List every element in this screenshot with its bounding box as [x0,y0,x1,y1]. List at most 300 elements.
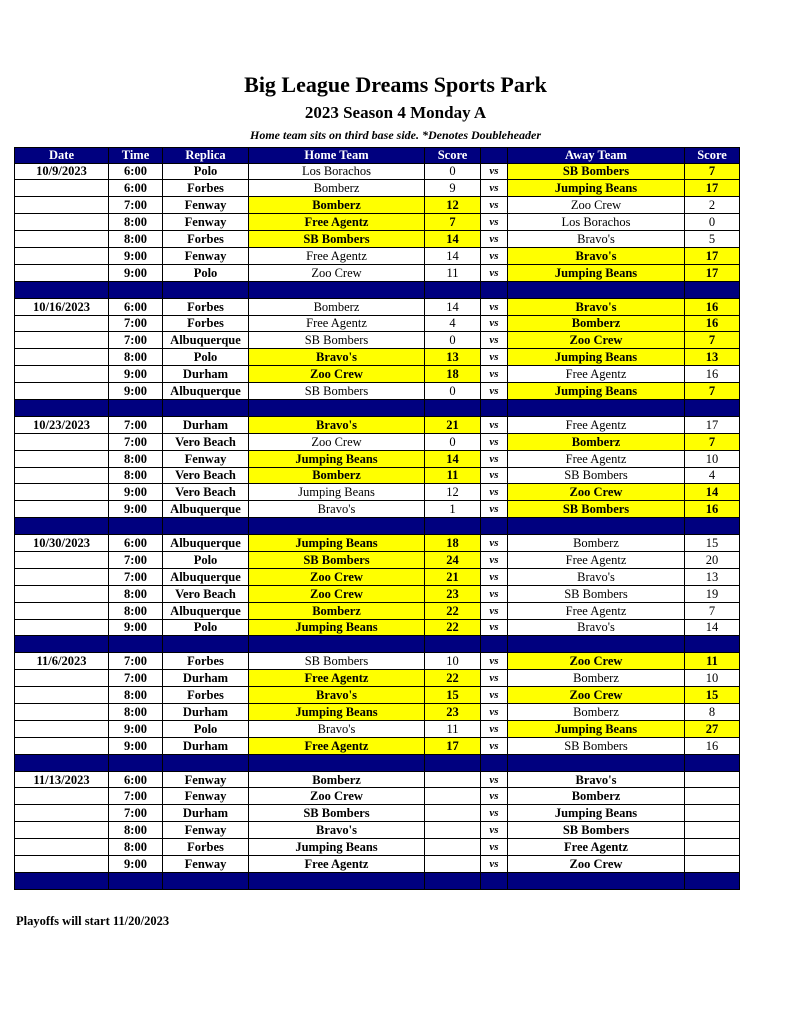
away-team: Free Agentz [508,602,685,619]
game-row [15,383,740,400]
game-replica: Polo [163,264,249,281]
game-date [15,805,109,822]
game-replica: Polo [163,349,249,366]
game-row [15,467,740,484]
away-score: 7 [685,602,740,619]
game-row [15,501,740,518]
week-separator-row [15,281,740,298]
game-date: 10/9/2023 [15,163,109,180]
vs-label: vs [481,501,508,518]
separator-cell [481,872,508,889]
game-row [15,332,740,349]
away-team: Bomberz [508,704,685,721]
game-date [15,315,109,332]
game-date [15,501,109,518]
game-time: 9:00 [109,737,163,754]
game-time: 8:00 [109,704,163,721]
week-separator-row [15,636,740,653]
page-title: Big League Dreams Sports Park [244,72,547,97]
game-row [15,619,740,636]
separator-cell [508,636,685,653]
week-separator-row [15,399,740,416]
away-score: 16 [685,366,740,383]
vs-label: vs [481,720,508,737]
home-score: 12 [425,197,481,214]
game-time: 7:00 [109,433,163,450]
separator-cell [481,754,508,771]
game-row [15,788,740,805]
away-team: Bravo's [508,298,685,315]
vs-label: vs [481,433,508,450]
header-time: Time [109,148,163,164]
game-date [15,366,109,383]
home-score: 14 [425,247,481,264]
separator-cell [508,399,685,416]
game-row [15,839,740,856]
separator-cell [163,754,249,771]
game-replica: Forbes [163,687,249,704]
separator-cell [425,518,481,535]
home-score: 15 [425,687,481,704]
game-time: 6:00 [109,180,163,197]
header-away-score: Score [685,148,740,164]
away-team: Free Agentz [508,551,685,568]
away-team: Bomberz [508,535,685,552]
separator-cell [163,399,249,416]
home-score: 4 [425,315,481,332]
away-score: 8 [685,704,740,721]
away-team: Jumping Beans [508,349,685,366]
game-time: 8:00 [109,839,163,856]
separator-cell [249,281,425,298]
game-time: 7:00 [109,670,163,687]
vs-label: vs [481,535,508,552]
away-team: Free Agentz [508,839,685,856]
home-team: Bravo's [249,501,425,518]
game-replica: Polo [163,163,249,180]
away-team: Zoo Crew [508,484,685,501]
away-team: Free Agentz [508,366,685,383]
separator-cell [481,399,508,416]
home-team: SB Bombers [249,231,425,248]
vs-label: vs [481,315,508,332]
separator-cell [508,281,685,298]
away-score [685,839,740,856]
game-time: 8:00 [109,231,163,248]
away-score: 16 [685,737,740,754]
game-row [15,315,740,332]
game-replica: Polo [163,720,249,737]
game-time: 8:00 [109,602,163,619]
game-time: 7:00 [109,416,163,433]
separator-cell [425,636,481,653]
away-score: 10 [685,450,740,467]
home-team: SB Bombers [249,332,425,349]
vs-label: vs [481,856,508,873]
away-score [685,788,740,805]
game-replica: Vero Beach [163,585,249,602]
away-team: Los Borachos [508,214,685,231]
game-row [15,450,740,467]
vs-label: vs [481,788,508,805]
vs-label: vs [481,349,508,366]
away-score: 15 [685,687,740,704]
away-score: 7 [685,163,740,180]
home-team: Zoo Crew [249,366,425,383]
game-row [15,214,740,231]
game-row [15,298,740,315]
away-team: Zoo Crew [508,687,685,704]
home-team: Zoo Crew [249,568,425,585]
game-row [15,568,740,585]
game-time: 7:00 [109,568,163,585]
away-score: 16 [685,501,740,518]
game-date [15,737,109,754]
vs-label: vs [481,585,508,602]
game-replica: Vero Beach [163,433,249,450]
away-score: 2 [685,197,740,214]
home-team: Bomberz [249,197,425,214]
header-date: Date [15,148,109,164]
home-score: 12 [425,484,481,501]
vs-label: vs [481,214,508,231]
game-replica: Fenway [163,822,249,839]
home-score: 23 [425,704,481,721]
separator-cell [425,872,481,889]
home-team: Jumping Beans [249,704,425,721]
home-score [425,805,481,822]
game-time: 7:00 [109,653,163,670]
home-score: 0 [425,383,481,400]
home-team: Bravo's [249,720,425,737]
home-score: 11 [425,264,481,281]
home-score: 9 [425,180,481,197]
home-team: Bomberz [249,771,425,788]
game-date [15,568,109,585]
game-row [15,687,740,704]
game-time: 9:00 [109,619,163,636]
away-team: Bravo's [508,771,685,788]
away-score [685,771,740,788]
schedule-note: Home team sits on third base side. *Denotes Doubleheader [250,128,541,142]
separator-cell [15,281,109,298]
game-replica: Forbes [163,231,249,248]
away-score: 27 [685,720,740,737]
vs-label: vs [481,670,508,687]
separator-cell [425,754,481,771]
home-team: Bomberz [249,298,425,315]
away-score [685,822,740,839]
home-team: Jumping Beans [249,619,425,636]
game-time: 9:00 [109,247,163,264]
game-date: 10/30/2023 [15,535,109,552]
home-team: Bravo's [249,416,425,433]
home-score: 17 [425,737,481,754]
home-score: 22 [425,670,481,687]
away-score: 17 [685,180,740,197]
vs-label: vs [481,450,508,467]
home-team: Zoo Crew [249,433,425,450]
vs-label: vs [481,805,508,822]
away-team: Bomberz [508,315,685,332]
separator-cell [15,636,109,653]
game-replica: Polo [163,551,249,568]
game-date [15,484,109,501]
away-score: 20 [685,551,740,568]
away-score [685,805,740,822]
vs-label: vs [481,366,508,383]
separator-cell [685,399,740,416]
game-replica: Forbes [163,180,249,197]
game-row [15,737,740,754]
game-replica: Fenway [163,856,249,873]
separator-cell [685,636,740,653]
schedule-table [14,147,740,890]
game-time: 7:00 [109,332,163,349]
game-replica: Fenway [163,247,249,264]
separator-cell [481,518,508,535]
playoffs-note: Playoffs will start 11/20/2023 [16,914,170,928]
vs-label: vs [481,247,508,264]
home-team: Jumping Beans [249,484,425,501]
game-time: 6:00 [109,163,163,180]
separator-cell [425,399,481,416]
separator-cell [109,872,163,889]
away-score: 13 [685,349,740,366]
game-date [15,214,109,231]
game-time: 7:00 [109,197,163,214]
game-date [15,788,109,805]
game-date [15,247,109,264]
away-score: 0 [685,214,740,231]
header-home-score: Score [425,148,481,164]
away-team: SB Bombers [508,467,685,484]
separator-cell [685,281,740,298]
game-date [15,839,109,856]
game-time: 8:00 [109,467,163,484]
game-row [15,163,740,180]
away-score: 7 [685,433,740,450]
game-time: 8:00 [109,349,163,366]
away-score: 14 [685,484,740,501]
game-date [15,602,109,619]
away-score: 14 [685,619,740,636]
vs-label: vs [481,551,508,568]
home-team: Bravo's [249,687,425,704]
away-team: Bravo's [508,619,685,636]
vs-label: vs [481,467,508,484]
game-time: 6:00 [109,771,163,788]
vs-label: vs [481,332,508,349]
home-score [425,822,481,839]
game-date: 11/6/2023 [15,653,109,670]
game-date [15,856,109,873]
game-replica: Fenway [163,214,249,231]
home-score [425,771,481,788]
away-score: 7 [685,383,740,400]
game-replica: Forbes [163,315,249,332]
game-row [15,484,740,501]
game-row [15,856,740,873]
separator-cell [163,518,249,535]
separator-cell [109,518,163,535]
home-score: 7 [425,214,481,231]
away-team: Zoo Crew [508,197,685,214]
game-row [15,433,740,450]
game-time: 8:00 [109,585,163,602]
separator-cell [481,636,508,653]
game-time: 9:00 [109,484,163,501]
away-team: Free Agentz [508,416,685,433]
game-replica: Albuquerque [163,383,249,400]
game-replica: Durham [163,416,249,433]
game-row [15,247,740,264]
game-date: 10/23/2023 [15,416,109,433]
game-time: 8:00 [109,214,163,231]
home-score: 23 [425,585,481,602]
game-row [15,670,740,687]
home-team: Jumping Beans [249,450,425,467]
game-row [15,197,740,214]
game-row [15,653,740,670]
home-score [425,839,481,856]
game-replica: Fenway [163,450,249,467]
game-time: 8:00 [109,687,163,704]
table-header-row [15,148,740,164]
separator-cell [249,754,425,771]
game-row [15,822,740,839]
home-team: Free Agentz [249,315,425,332]
home-team: SB Bombers [249,383,425,400]
away-team: Bomberz [508,788,685,805]
home-score: 11 [425,467,481,484]
away-team: SB Bombers [508,737,685,754]
home-score: 21 [425,416,481,433]
game-date [15,197,109,214]
vs-label: vs [481,197,508,214]
home-score: 18 [425,366,481,383]
separator-cell [685,754,740,771]
game-date [15,231,109,248]
week-separator-row [15,754,740,771]
header-replica: Replica [163,148,249,164]
game-date [15,720,109,737]
vs-label: vs [481,737,508,754]
separator-cell [163,281,249,298]
home-score: 14 [425,450,481,467]
away-team: Jumping Beans [508,383,685,400]
away-score: 19 [685,585,740,602]
home-score: 1 [425,501,481,518]
home-team: Free Agentz [249,670,425,687]
separator-cell [425,281,481,298]
game-row [15,720,740,737]
home-score: 11 [425,720,481,737]
vs-label: vs [481,231,508,248]
away-score: 15 [685,535,740,552]
home-team: Bomberz [249,180,425,197]
home-score: 18 [425,535,481,552]
away-score: 5 [685,231,740,248]
home-team: Jumping Beans [249,839,425,856]
game-replica: Vero Beach [163,467,249,484]
game-row [15,704,740,721]
game-replica: Durham [163,704,249,721]
home-score: 14 [425,231,481,248]
game-time: 9:00 [109,366,163,383]
home-team: Zoo Crew [249,264,425,281]
separator-cell [249,872,425,889]
vs-label: vs [481,687,508,704]
vs-label: vs [481,822,508,839]
home-team: Los Borachos [249,163,425,180]
separator-cell [685,872,740,889]
game-time: 8:00 [109,450,163,467]
game-date [15,585,109,602]
game-replica: Fenway [163,197,249,214]
vs-label: vs [481,180,508,197]
separator-cell [163,872,249,889]
away-team: SB Bombers [508,585,685,602]
home-score: 0 [425,332,481,349]
game-time: 9:00 [109,501,163,518]
away-score: 10 [685,670,740,687]
separator-cell [249,518,425,535]
game-date [15,822,109,839]
game-time: 9:00 [109,856,163,873]
game-time: 7:00 [109,551,163,568]
game-row [15,805,740,822]
separator-cell [109,399,163,416]
header-away-team: Away Team [508,148,685,164]
home-score: 21 [425,568,481,585]
home-team: SB Bombers [249,653,425,670]
game-replica: Forbes [163,839,249,856]
separator-cell [15,754,109,771]
game-date [15,450,109,467]
away-team: Zoo Crew [508,653,685,670]
game-replica: Albuquerque [163,602,249,619]
game-date [15,551,109,568]
game-date [15,619,109,636]
game-replica: Durham [163,670,249,687]
game-time: 7:00 [109,315,163,332]
separator-cell [249,399,425,416]
game-replica: Durham [163,805,249,822]
away-score: 17 [685,247,740,264]
vs-label: vs [481,653,508,670]
away-team: Free Agentz [508,450,685,467]
game-time: 9:00 [109,264,163,281]
away-score: 16 [685,298,740,315]
game-row [15,602,740,619]
game-date [15,264,109,281]
away-team: Bomberz [508,670,685,687]
away-team: Bravo's [508,247,685,264]
separator-cell [481,281,508,298]
game-date [15,383,109,400]
home-team: Bomberz [249,602,425,619]
vs-label: vs [481,602,508,619]
vs-label: vs [481,383,508,400]
game-row [15,366,740,383]
game-date [15,687,109,704]
game-replica: Polo [163,619,249,636]
home-score: 0 [425,163,481,180]
game-date [15,349,109,366]
game-replica: Forbes [163,653,249,670]
home-score: 14 [425,298,481,315]
